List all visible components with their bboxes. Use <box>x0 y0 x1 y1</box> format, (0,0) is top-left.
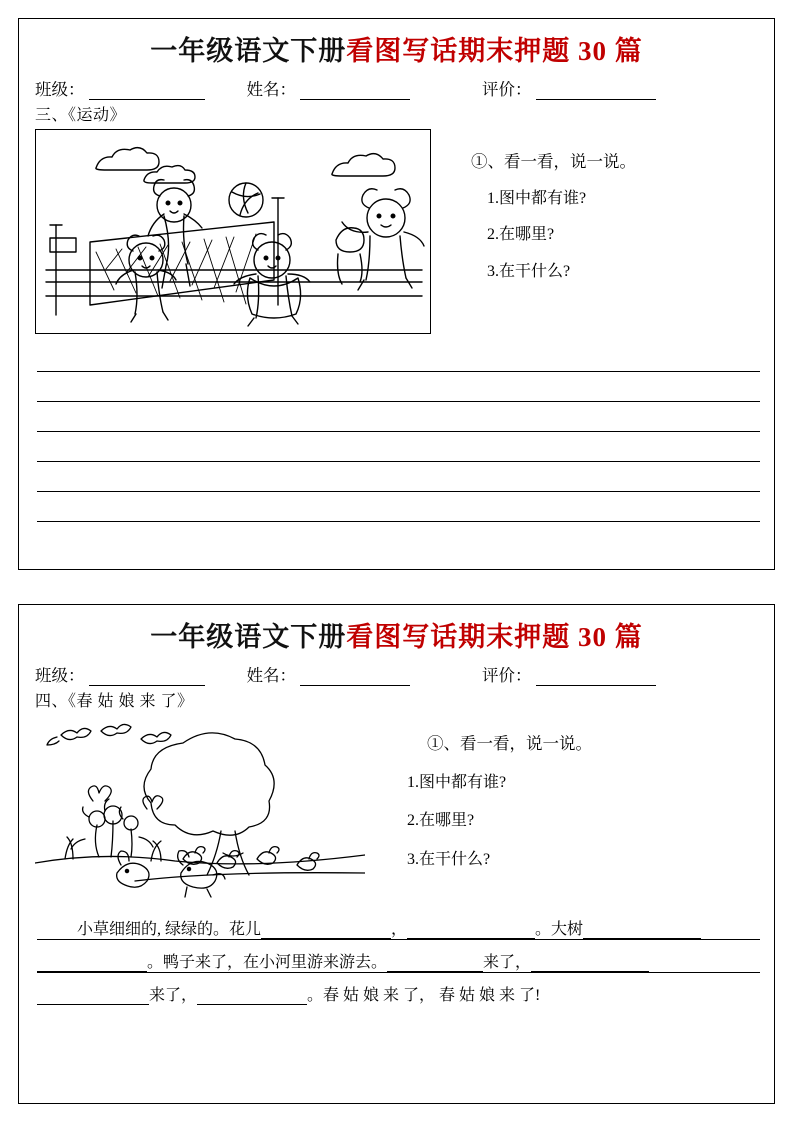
fill-line-2 <box>37 940 760 973</box>
name-field-2[interactable] <box>247 662 411 686</box>
class-field[interactable] <box>35 76 205 100</box>
illustration-spring-svg <box>35 713 365 903</box>
fill-in-lines <box>19 903 774 1005</box>
name-blank-2[interactable] <box>300 670 410 686</box>
name-blank[interactable] <box>300 84 410 100</box>
writing-line[interactable] <box>37 462 760 492</box>
writing-lines-1 <box>19 334 774 522</box>
question-item-2-2: 2.在哪里? <box>407 812 475 830</box>
meta-row-2 <box>19 658 774 688</box>
illustration-sports <box>35 129 431 334</box>
fill-text-1c: 。大树 <box>535 921 584 938</box>
question-item-2: 2.在哪里? <box>487 226 555 244</box>
page-title-red: 看图写话期末押题 30 篇 <box>346 36 643 66</box>
fill-blank-2a[interactable] <box>37 955 147 972</box>
page-title-black: 一年级语文下册 <box>150 36 347 66</box>
class-label-2: 班级： <box>35 666 85 685</box>
name-label: 姓名： <box>246 80 296 99</box>
name-field[interactable] <box>247 76 411 100</box>
fill-blank-1a[interactable] <box>261 922 391 939</box>
class-blank[interactable] <box>89 84 205 100</box>
name-label-2: 姓名： <box>246 666 296 685</box>
writing-line[interactable] <box>37 402 760 432</box>
page-title-2 <box>19 605 774 658</box>
body-area-2 <box>19 713 774 903</box>
question-item-1: 1.图中都有谁? <box>487 189 587 207</box>
score-field[interactable] <box>482 76 656 100</box>
section-subtitle: 三、《运动》 <box>35 107 127 124</box>
fill-text-2b: 来了， <box>483 954 532 971</box>
fill-text-1b: ， <box>391 921 408 938</box>
score-field-2[interactable] <box>482 662 656 686</box>
fill-blank-1b[interactable] <box>407 922 535 939</box>
fill-blank-1c[interactable] <box>583 922 701 939</box>
section-subtitle-2: 四、《春 姑 娘 来 了》 <box>35 693 194 710</box>
question-head: ①、看一看，说一说。 <box>471 152 636 171</box>
writing-line[interactable] <box>37 372 760 402</box>
question-item-3: 3.在干什么? <box>487 262 571 280</box>
fill-text-3b: 。春 姑 娘 来 了， 春 姑 娘 来 了! <box>307 987 541 1004</box>
page-title <box>19 19 774 72</box>
score-blank-2[interactable] <box>536 670 656 686</box>
writing-line[interactable] <box>37 432 760 462</box>
fill-text-3a: 来了， <box>149 987 198 1004</box>
fill-text-2a: 。鸭子来了，在小河里游来游去。 <box>147 954 388 971</box>
fill-text-1a: 小草细细的, 绿绿的。花儿 <box>77 921 262 938</box>
writing-line[interactable] <box>37 492 760 522</box>
page-title-red-2: 看图写话期末押题 30 篇 <box>346 622 643 652</box>
fill-blank-2b[interactable] <box>387 955 483 972</box>
fill-blank-3a[interactable] <box>37 988 149 1005</box>
meta-row <box>19 72 774 102</box>
worksheet-page-2 <box>18 604 775 1104</box>
fill-blank-3b[interactable] <box>197 988 307 1005</box>
fill-blank-2c[interactable] <box>531 955 649 972</box>
question-item-2-3: 3.在干什么? <box>407 850 491 868</box>
writing-line[interactable] <box>37 342 760 372</box>
score-label: 评价： <box>482 80 532 99</box>
class-label: 班级： <box>35 80 85 99</box>
class-field-2[interactable] <box>35 662 205 686</box>
question-item-2-1: 1.图中都有谁? <box>407 773 507 791</box>
illustration-sports-svg <box>36 130 432 335</box>
fill-line-3 <box>37 973 760 1005</box>
worksheet-page-1 <box>18 18 775 570</box>
illustration-spring <box>35 713 365 903</box>
questions-column-2 <box>365 713 760 903</box>
question-head-2: ①、看一看，说一说。 <box>427 734 592 753</box>
score-label-2: 评价： <box>482 666 532 685</box>
body-area <box>19 127 774 334</box>
fill-line-1 <box>37 907 760 940</box>
score-blank[interactable] <box>536 84 656 100</box>
page-title-black-2: 一年级语文下册 <box>150 622 347 652</box>
class-blank-2[interactable] <box>89 670 205 686</box>
questions-column-1 <box>431 129 760 334</box>
